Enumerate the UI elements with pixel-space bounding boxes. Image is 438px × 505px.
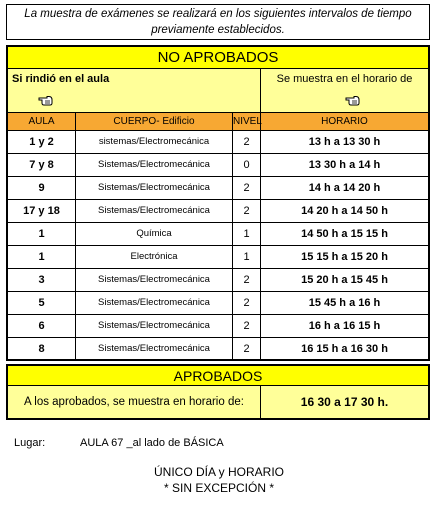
no-aprobados-table <box>6 45 430 361</box>
footer-line-2: * SIN EXCEPCIÓN * <box>163 481 275 495</box>
cell-aula: 9 <box>8 177 76 199</box>
cell-horario: 16 h a 16 15 h <box>308 320 381 332</box>
cell-aula: 8 <box>8 338 76 360</box>
cell-nivel: 2 <box>233 292 261 314</box>
intro-line-2: previamente establecidos. <box>151 24 285 36</box>
cell-nivel: 2 <box>233 131 261 153</box>
cell-aula: 7 y 8 <box>8 154 76 176</box>
table-row <box>8 338 428 361</box>
cell-cuerpo: Sistemas/Electromecánica <box>76 269 233 291</box>
table-row <box>8 200 428 223</box>
cell-aula: 1 <box>8 246 76 268</box>
footer-line-1: ÚNICO DÍA y HORARIO <box>153 465 284 479</box>
cell-aula: 6 <box>8 315 76 337</box>
cell-aula: 3 <box>8 269 76 291</box>
subheader-aula-label: Si rindió en el aula <box>12 73 110 85</box>
aprobados-label: A los aprobados, se muestra en horario de: <box>8 386 261 418</box>
cell-nivel: 2 <box>233 200 261 222</box>
cell-nivel: 2 <box>233 177 261 199</box>
cell-nivel: 2 <box>233 315 261 337</box>
table-row <box>8 154 428 177</box>
intro-line-1: La muestra de exámenes se realizará en los siguientes intervalos de tiempo <box>24 8 412 20</box>
cell-nivel: 0 <box>233 154 261 176</box>
cell-horario: 16 15 h a 16 30 h <box>301 343 388 355</box>
cell-aula: 1 y 2 <box>8 131 76 153</box>
table-row <box>8 246 428 269</box>
column-header-nivel: NIVEL <box>233 113 261 130</box>
cell-horario: 13 h a 13 30 h <box>308 136 381 148</box>
column-header-aula: AULA <box>8 113 76 130</box>
lugar-label: Lugar: <box>14 437 46 449</box>
aprobados-horario: 16 30 a 17 30 h. <box>261 386 428 418</box>
cell-horario: 14 h a 14 20 h <box>308 182 381 194</box>
cell-aula: 1 <box>8 223 76 245</box>
cell-horario: 15 15 h a 15 20 h <box>301 251 388 263</box>
lugar-value: AULA 67 _al lado de BÁSICA <box>80 437 224 449</box>
column-header-cuerpo: CUERPO- Edificio <box>76 113 233 130</box>
cell-horario: 13 30 h a 14 h <box>308 159 381 171</box>
subheader-horario <box>261 69 428 113</box>
pointing-hand-icon <box>345 92 361 108</box>
aprobados-box <box>6 364 430 420</box>
cell-cuerpo: Sistemas/Electromecánica <box>76 154 233 176</box>
cell-aula: 17 y 18 <box>8 200 76 222</box>
cell-horario: 15 45 h a 16 h <box>308 297 381 309</box>
table-row <box>8 177 428 200</box>
cell-horario: 15 20 h a 15 45 h <box>301 274 388 286</box>
cell-horario: 14 50 h a 15 15 h <box>301 228 388 240</box>
cell-nivel: 2 <box>233 338 261 360</box>
cell-cuerpo: Electrónica <box>76 246 233 268</box>
cell-aula: 5 <box>8 292 76 314</box>
subheader-aula <box>8 69 261 113</box>
cell-nivel: 2 <box>233 269 261 291</box>
cell-cuerpo: Sistemas/Electromecánica <box>76 177 233 199</box>
cell-cuerpo: Sistemas/Electromecánica <box>76 292 233 314</box>
cell-cuerpo: Química <box>76 223 233 245</box>
table-header <box>8 113 428 131</box>
cell-cuerpo: Sistemas/Electromecánica <box>76 200 233 222</box>
aprobados-title: APROBADOS <box>8 366 428 386</box>
intro-note <box>6 4 430 40</box>
column-header-horario: HORARIO <box>321 116 368 127</box>
cell-nivel: 1 <box>233 246 261 268</box>
table-row <box>8 223 428 246</box>
table-row <box>8 292 428 315</box>
pointing-hand-icon <box>38 92 54 108</box>
cell-horario: 14 20 h a 14 50 h <box>301 205 388 217</box>
no-aprobados-title: NO APROBADOS <box>8 47 428 69</box>
cell-cuerpo: Sistemas/Electromecánica <box>76 338 233 360</box>
table-row <box>8 269 428 292</box>
table-row <box>8 131 428 154</box>
cell-cuerpo: Sistemas/Electromecánica <box>76 315 233 337</box>
cell-cuerpo: sistemas/Electromecánica <box>76 131 233 153</box>
cell-nivel: 1 <box>233 223 261 245</box>
subheader-horario-label: Se muestra en el horario de <box>276 73 413 85</box>
table-row <box>8 315 428 338</box>
